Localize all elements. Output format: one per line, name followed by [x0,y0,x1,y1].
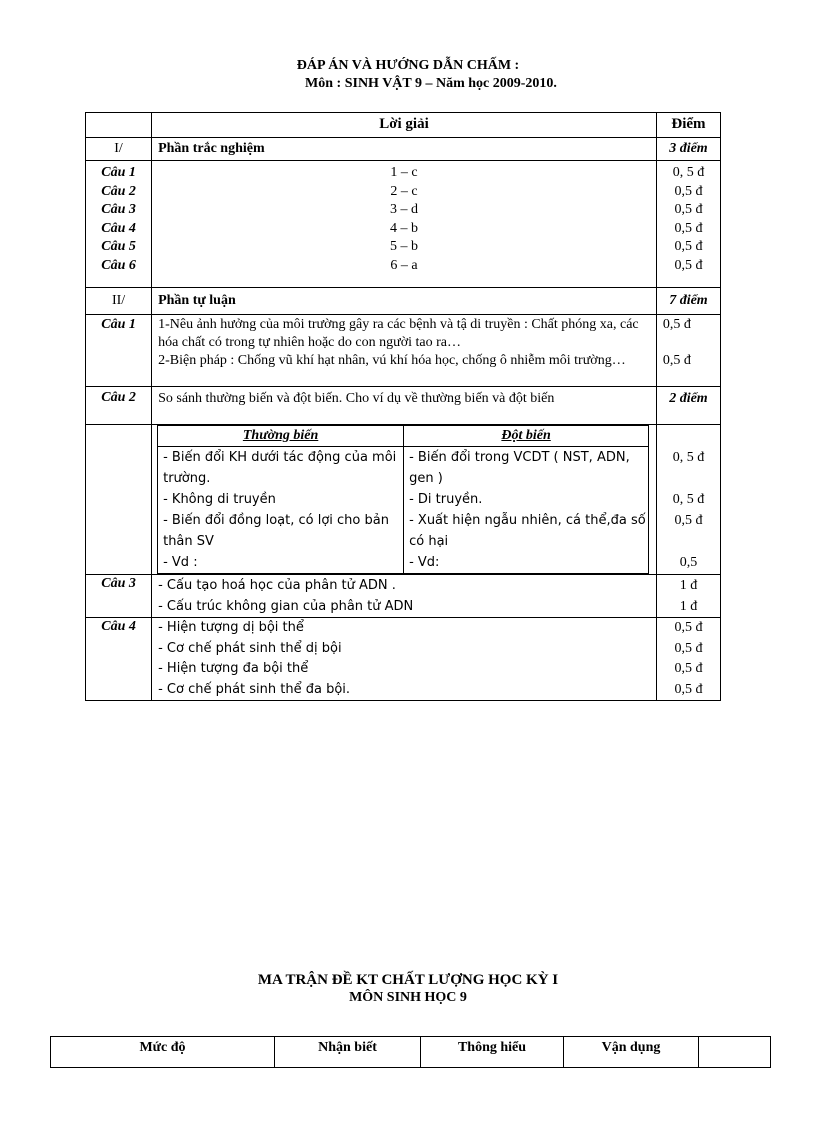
part1-question-labels [86,161,152,288]
comparison-item: - Xuất hiện ngẫu nhiên, cá thể,đa số có hại [409,513,646,549]
matrix-title: MA TRẬN ĐỀ KT CHẤT LƯỢNG HỌC KỲ I [257,972,559,988]
matrix-subtitle: MÔN SINH HỌC 9 [349,990,467,1005]
comparison-item: - Vd: [409,555,440,570]
part2-row [86,288,721,315]
q1-content [152,315,657,387]
header-solution: Lời giải [152,113,657,138]
question-label: Câu 1 [101,165,136,180]
question-label: Câu 5 [101,239,136,254]
matrix-header-understand: Thông hiểu [421,1037,564,1068]
answer: 1 – c [390,165,418,180]
q4-line: - Cơ chế phát sinh thể đa bội. [158,681,351,697]
comparison-item: - Di truyền. [409,492,483,507]
q4-line: - Cơ chế phát sinh thể dị bội [158,640,342,656]
q3-line: - Cấu trúc không gian của phân tử ADN [158,599,414,614]
answer: 4 – b [389,220,418,236]
question-label: Câu 6 [101,257,136,273]
q2-text: So sánh thường biến và đột biến. Cho ví dụ về thường biến và đột biến [152,387,657,425]
q4-label: Câu 4 [86,618,152,701]
answer: 3 – d [389,202,418,217]
part2-score: 7 điểm [656,288,720,315]
q2-score: 2 điểm [656,387,720,425]
document-title: ĐÁP ÁN VÀ HƯỚNG DẪN CHẤM : [296,58,520,73]
header-right: Đột biến [404,426,649,447]
right-column [404,447,649,574]
score: 0,5 đ [674,661,703,676]
part1-row [86,138,721,161]
score: 0,5 đ [662,353,691,368]
comparison-item: - Vd : [163,555,198,570]
comparison-item: - Không di truyền [163,492,276,507]
matrix-header-empty [699,1037,771,1068]
q1-row [86,315,721,387]
part1-number: I/ [86,138,152,161]
score: 0,5 đ [662,317,691,332]
q1-text1: 1-Nêu ảnh hưởng của môi trường gây ra các bệnh và tậ di truyền : Chất phóng xa, các hóa chất có trong tự nhiên hoặc do con người tao ra… [158,317,639,350]
answer: 5 – b [389,239,418,254]
comparison-body [158,447,649,574]
q4-row [86,618,721,701]
q4-scores [656,618,720,701]
table-header-row [86,113,721,138]
score: 0, 5 đ [672,165,705,180]
part2-number: II/ [86,288,152,315]
score: 1 đ [679,599,698,614]
q2-empty-cell [86,425,152,575]
q1-scores [656,315,720,387]
comparison-header [158,426,649,447]
q2-scores [656,425,720,575]
answer-key-table [85,112,721,701]
question-label: Câu 4 [101,220,136,236]
q4-line: - Hiện tượng dị bội thể [158,620,304,635]
header-left: Thường biến [158,426,404,447]
answer: 2 – c [390,183,418,199]
q3-line: - Cấu tạo hoá học của phân tử ADN . [158,578,396,593]
score: 0,5 [679,555,698,570]
part1-score: 3 điểm [656,138,720,161]
score: 0, 5 đ [672,492,705,507]
score: 0,5 đ [674,640,703,656]
comparison-table [157,425,649,574]
q3-scores [656,575,720,618]
part1-questions-row [86,161,721,288]
q4-line: - Hiện tượng đa bội thể [158,661,309,676]
q2-comparison-row [86,425,721,575]
part1-title: Phần trắc nghiệm [152,138,657,161]
q3-content [152,575,657,618]
comparison-item: - Biến đổi KH dưới tác động của môi trường. [163,450,397,486]
q2-comparison-cell [152,425,657,575]
score: 0, 5 đ [672,450,705,465]
q1-label: Câu 1 [86,315,152,387]
matrix-header-recognize: Nhận biết [275,1037,421,1068]
score: 1 đ [679,578,698,593]
score: 0,5 đ [674,681,703,697]
q4-content [152,618,657,701]
matrix-header-apply: Vận dụng [564,1037,699,1068]
matrix-header-row [51,1037,771,1068]
comparison-item: - Biến đổi đồng loạt, có lợi cho bản thân SV [163,513,389,549]
question-label: Câu 3 [101,202,136,217]
score: 0,5 đ [674,620,703,635]
part1-scores [656,161,720,288]
score: 0,5 đ [674,220,703,236]
part2-title: Phần tự luận [152,288,657,315]
score: 0,5 đ [674,239,703,254]
score: 0,5 đ [674,183,703,199]
score: 0,5 đ [674,202,703,217]
q2-label: Câu 2 [86,387,152,425]
q3-row [86,575,721,618]
score: 0,5 đ [674,257,703,273]
left-column [158,447,404,574]
answer: 6 – a [390,257,418,273]
matrix-table [50,1036,771,1068]
matrix-header-level: Mức độ [51,1037,275,1068]
part1-answers [152,161,657,288]
header-empty-cell [86,113,152,138]
q2-row [86,387,721,425]
score: 0,5 đ [674,513,703,528]
comparison-item: - Biến đổi trong VCDT ( NST, ADN, gen ) [409,450,630,486]
document-subtitle: Môn : SINH VẬT 9 – Năm học 2009-2010. [305,76,557,91]
question-label: Câu 2 [101,183,136,199]
q3-label: Câu 3 [86,575,152,618]
header-score: Điểm [656,113,720,138]
q1-text2: 2-Biện pháp : Chống vũ khí hạt nhân, vú khí hóa học, chống ô nhiễm môi trường… [158,353,626,368]
